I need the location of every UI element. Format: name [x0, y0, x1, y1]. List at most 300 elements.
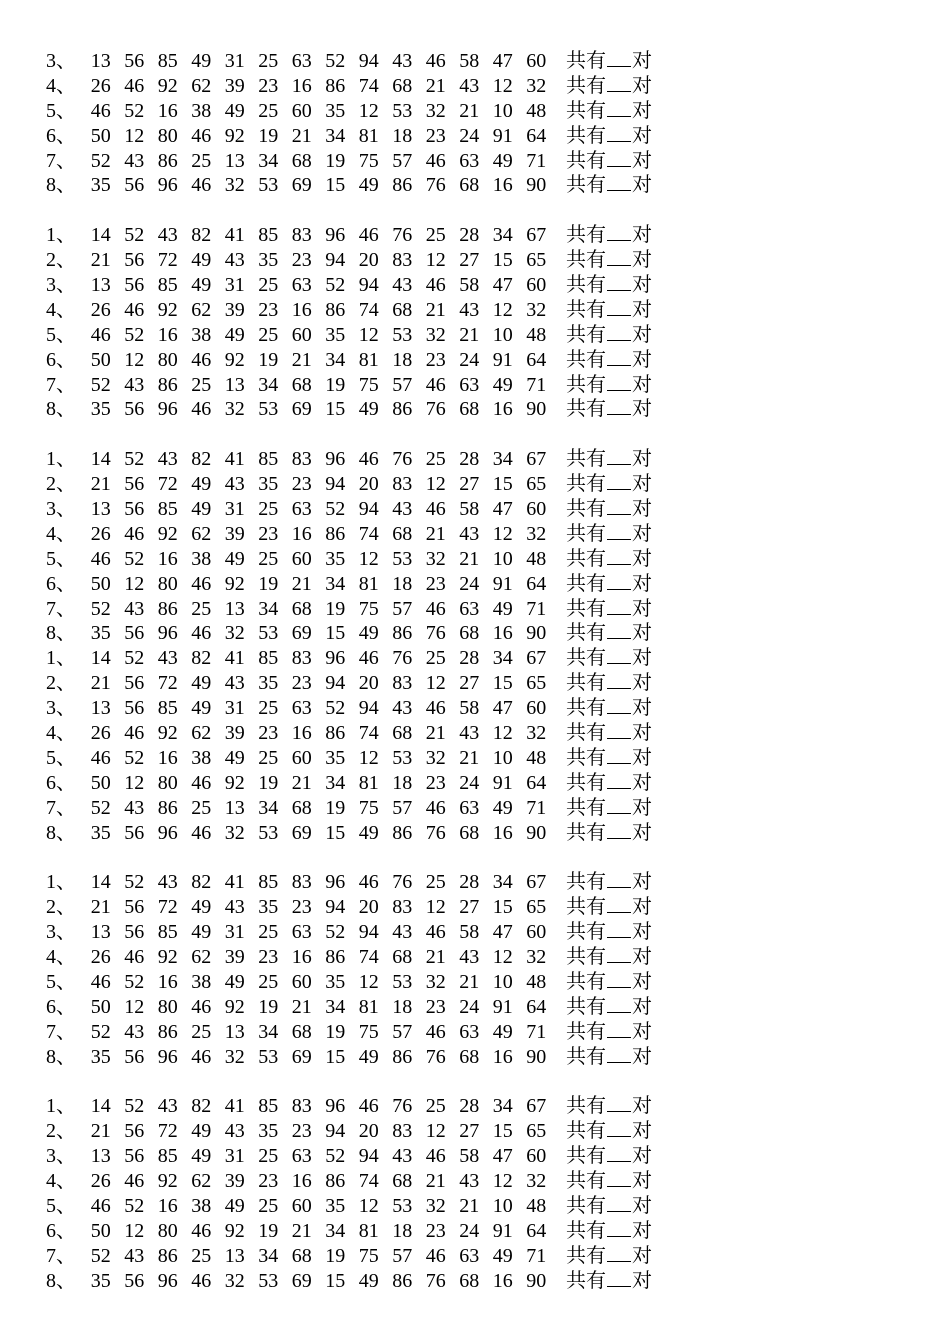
answer-blank[interactable]	[607, 348, 631, 366]
number-cell: 68	[392, 298, 413, 321]
number-cell: 19	[325, 1244, 346, 1267]
number-cell: 76	[392, 224, 413, 247]
prompt-suffix: 对	[632, 373, 652, 396]
answer-prompt	[566, 671, 652, 696]
number-cell: 86	[325, 946, 346, 969]
prompt-prefix: 共有	[566, 896, 606, 919]
number-cell: 56	[124, 896, 145, 919]
row-number: 6、	[46, 771, 76, 794]
number-sequence	[84, 796, 566, 821]
answer-blank[interactable]	[607, 248, 631, 266]
answer-blank[interactable]	[607, 771, 631, 789]
number-cell: 15	[492, 896, 513, 919]
prompt-prefix: 共有	[566, 373, 606, 396]
number-cell: 25	[258, 697, 279, 720]
prompt-suffix: 对	[632, 99, 652, 122]
number-cell: 32	[526, 946, 547, 969]
number-cell: 25	[191, 1020, 212, 1043]
answer-blank[interactable]	[607, 323, 631, 341]
prompt-prefix: 共有	[566, 99, 606, 122]
number-cell: 14	[90, 448, 111, 471]
number-sequence	[84, 447, 566, 472]
number-sequence	[84, 124, 566, 149]
exercise-row	[46, 273, 906, 298]
number-cell: 46	[90, 746, 111, 769]
number-cell: 49	[224, 547, 245, 570]
answer-blank[interactable]	[607, 1045, 631, 1063]
answer-blank[interactable]	[607, 945, 631, 963]
number-cell: 83	[291, 224, 312, 247]
number-cell: 43	[459, 1170, 480, 1193]
number-cell: 43	[124, 597, 145, 620]
exercise-block	[46, 447, 906, 845]
number-sequence	[84, 671, 566, 696]
number-cell: 21	[291, 1219, 312, 1242]
answer-blank[interactable]	[607, 671, 631, 689]
number-cell: 46	[191, 622, 212, 645]
number-cell: 12	[358, 746, 379, 769]
prompt-suffix: 对	[632, 746, 652, 769]
answer-blank[interactable]	[607, 298, 631, 316]
row-number: 5、	[46, 1194, 76, 1217]
number-cell: 52	[124, 1194, 145, 1217]
answer-blank[interactable]	[607, 796, 631, 814]
answer-blank[interactable]	[607, 124, 631, 142]
number-cell: 63	[291, 274, 312, 297]
number-cell: 49	[191, 274, 212, 297]
number-cell: 49	[191, 896, 212, 919]
exercise-row	[46, 173, 906, 198]
number-cell: 81	[358, 124, 379, 147]
number-cell: 91	[492, 348, 513, 371]
exercise-row	[46, 472, 906, 497]
number-cell: 58	[459, 50, 480, 72]
number-cell: 86	[392, 1045, 413, 1068]
number-cell: 19	[258, 1219, 279, 1242]
answer-blank[interactable]	[607, 74, 631, 92]
number-cell: 60	[526, 274, 547, 297]
number-cell: 85	[157, 50, 178, 72]
number-cell: 82	[191, 871, 212, 894]
number-cell: 43	[392, 697, 413, 720]
number-cell: 43	[459, 722, 480, 745]
number-cell: 72	[157, 896, 178, 919]
prompt-suffix: 对	[632, 1269, 652, 1292]
number-cell: 60	[526, 697, 547, 720]
prompt-suffix: 对	[632, 672, 652, 695]
number-cell: 34	[258, 796, 279, 819]
exercise-row	[46, 671, 906, 696]
exercise-row	[46, 995, 906, 1020]
number-sequence	[84, 696, 566, 721]
exercise-row	[46, 970, 906, 995]
number-cell: 49	[358, 174, 379, 197]
prompt-prefix: 共有	[566, 697, 606, 720]
number-cell: 63	[459, 597, 480, 620]
answer-blank[interactable]	[607, 472, 631, 490]
number-cell: 68	[459, 1045, 480, 1068]
answer-blank[interactable]	[607, 646, 631, 664]
prompt-suffix: 对	[632, 1194, 652, 1217]
number-cell: 21	[291, 771, 312, 794]
prompt-suffix: 对	[632, 771, 652, 794]
number-cell: 81	[358, 572, 379, 595]
number-cell: 65	[526, 1120, 547, 1143]
number-cell: 35	[90, 1045, 111, 1068]
answer-blank[interactable]	[607, 1020, 631, 1038]
prompt-prefix: 共有	[566, 746, 606, 769]
exercise-row	[46, 1094, 906, 1119]
prompt-prefix: 共有	[566, 274, 606, 297]
prompt-prefix: 共有	[566, 796, 606, 819]
answer-prompt	[566, 1144, 652, 1169]
prompt-suffix: 对	[632, 1170, 652, 1193]
number-cell: 46	[358, 871, 379, 894]
answer-blank[interactable]	[607, 870, 631, 888]
prompt-prefix: 共有	[566, 149, 606, 172]
number-sequence	[84, 74, 566, 99]
number-cell: 80	[157, 995, 178, 1018]
prompt-suffix: 对	[632, 74, 652, 97]
number-cell: 85	[157, 697, 178, 720]
number-cell: 50	[90, 348, 111, 371]
prompt-suffix: 对	[632, 597, 652, 620]
number-cell: 62	[191, 1170, 212, 1193]
number-cell: 15	[325, 622, 346, 645]
answer-blank[interactable]	[607, 995, 631, 1013]
number-cell: 56	[124, 921, 145, 944]
number-cell: 16	[291, 1170, 312, 1193]
number-cell: 50	[90, 1219, 111, 1242]
number-cell: 56	[124, 174, 145, 197]
number-cell: 62	[191, 74, 212, 97]
number-cell: 94	[358, 498, 379, 521]
row-number: 7、	[46, 149, 76, 172]
number-cell: 67	[526, 647, 547, 670]
number-cell: 63	[459, 149, 480, 172]
number-cell: 86	[157, 597, 178, 620]
prompt-suffix: 对	[632, 970, 652, 993]
number-cell: 46	[191, 398, 212, 421]
number-cell: 60	[291, 1194, 312, 1217]
answer-prompt	[566, 771, 652, 796]
row-number: 2、	[46, 896, 76, 919]
number-cell: 56	[124, 672, 145, 695]
number-cell: 48	[526, 970, 547, 993]
number-cell: 31	[224, 921, 245, 944]
prompt-suffix: 对	[632, 1120, 652, 1143]
number-cell: 32	[224, 398, 245, 421]
prompt-prefix: 共有	[566, 50, 606, 72]
number-cell: 83	[392, 896, 413, 919]
number-cell: 94	[325, 249, 346, 272]
number-cell: 49	[358, 622, 379, 645]
number-cell: 49	[224, 970, 245, 993]
number-cell: 19	[258, 348, 279, 371]
answer-blank[interactable]	[607, 1144, 631, 1162]
number-cell: 23	[425, 124, 446, 147]
number-cell: 16	[492, 622, 513, 645]
number-sequence	[84, 373, 566, 398]
number-cell: 91	[492, 572, 513, 595]
number-cell: 21	[291, 572, 312, 595]
number-cell: 53	[258, 821, 279, 844]
number-cell: 24	[459, 124, 480, 147]
number-cell: 53	[392, 746, 413, 769]
number-sequence	[84, 1219, 566, 1244]
number-cell: 28	[459, 871, 480, 894]
prompt-suffix: 对	[632, 697, 652, 720]
number-cell: 32	[526, 522, 547, 545]
number-cell: 67	[526, 1095, 547, 1118]
number-cell: 68	[392, 722, 413, 745]
answer-blank[interactable]	[607, 522, 631, 540]
number-cell: 71	[526, 149, 547, 172]
number-cell: 25	[191, 597, 212, 620]
number-cell: 34	[258, 1244, 279, 1267]
answer-blank[interactable]	[607, 273, 631, 291]
number-cell: 90	[526, 1045, 547, 1068]
number-cell: 12	[492, 946, 513, 969]
number-cell: 19	[325, 597, 346, 620]
row-number: 3、	[46, 1145, 76, 1168]
number-cell: 10	[492, 746, 513, 769]
number-cell: 43	[224, 896, 245, 919]
answer-blank[interactable]	[607, 746, 631, 764]
prompt-suffix: 对	[632, 921, 652, 944]
number-cell: 83	[392, 672, 413, 695]
number-cell: 52	[90, 796, 111, 819]
number-cell: 68	[459, 622, 480, 645]
number-cell: 25	[191, 796, 212, 819]
number-cell: 16	[291, 946, 312, 969]
number-cell: 38	[191, 323, 212, 346]
number-sequence	[84, 721, 566, 746]
number-cell: 90	[526, 398, 547, 421]
number-cell: 43	[157, 1095, 178, 1118]
answer-blank[interactable]	[607, 99, 631, 117]
answer-blank[interactable]	[607, 1269, 631, 1287]
number-cell: 21	[425, 722, 446, 745]
exercise-row	[46, 696, 906, 721]
number-cell: 28	[459, 647, 480, 670]
number-cell: 12	[492, 1170, 513, 1193]
answer-blank[interactable]	[607, 373, 631, 391]
number-cell: 74	[358, 946, 379, 969]
prompt-prefix: 共有	[566, 995, 606, 1018]
answer-blank[interactable]	[607, 223, 631, 241]
number-cell: 16	[492, 398, 513, 421]
number-cell: 43	[224, 1120, 245, 1143]
answer-blank[interactable]	[607, 1119, 631, 1137]
answer-blank[interactable]	[607, 970, 631, 988]
number-cell: 46	[425, 373, 446, 396]
number-cell: 64	[526, 995, 547, 1018]
number-cell: 32	[224, 1045, 245, 1068]
number-cell: 75	[358, 796, 379, 819]
number-cell: 13	[90, 498, 111, 521]
number-cell: 72	[157, 473, 178, 496]
number-cell: 86	[157, 796, 178, 819]
number-cell: 43	[459, 522, 480, 545]
number-cell: 58	[459, 921, 480, 944]
prompt-suffix: 对	[632, 398, 652, 421]
prompt-prefix: 共有	[566, 672, 606, 695]
row-number: 5、	[46, 547, 76, 570]
number-cell: 53	[392, 99, 413, 122]
number-cell: 96	[325, 448, 346, 471]
answer-blank[interactable]	[607, 1244, 631, 1262]
number-cell: 49	[492, 1020, 513, 1043]
number-cell: 46	[191, 348, 212, 371]
number-cell: 46	[425, 796, 446, 819]
answer-prompt	[566, 1094, 652, 1119]
row-number: 5、	[46, 99, 76, 122]
number-cell: 46	[191, 995, 212, 1018]
number-cell: 63	[459, 1020, 480, 1043]
number-cell: 62	[191, 298, 212, 321]
number-sequence	[84, 323, 566, 348]
number-cell: 32	[425, 970, 446, 993]
number-cell: 43	[157, 448, 178, 471]
number-cell: 38	[191, 1194, 212, 1217]
answer-blank[interactable]	[607, 597, 631, 615]
number-cell: 32	[526, 1170, 547, 1193]
number-cell: 52	[124, 323, 145, 346]
number-cell: 25	[191, 149, 212, 172]
answer-prompt	[566, 348, 652, 373]
number-cell: 46	[191, 572, 212, 595]
number-sequence	[84, 920, 566, 945]
number-cell: 31	[224, 50, 245, 72]
number-cell: 25	[425, 1095, 446, 1118]
number-cell: 57	[392, 1020, 413, 1043]
row-number: 3、	[46, 274, 76, 297]
number-cell: 68	[392, 74, 413, 97]
number-cell: 46	[358, 1095, 379, 1118]
number-sequence	[84, 298, 566, 323]
number-cell: 49	[191, 249, 212, 272]
number-cell: 56	[124, 498, 145, 521]
answer-blank[interactable]	[607, 1169, 631, 1187]
prompt-prefix: 共有	[566, 398, 606, 421]
number-cell: 32	[526, 74, 547, 97]
number-cell: 18	[392, 348, 413, 371]
number-cell: 46	[425, 1145, 446, 1168]
answer-blank[interactable]	[607, 696, 631, 714]
number-cell: 96	[157, 821, 178, 844]
answer-blank[interactable]	[607, 821, 631, 839]
number-cell: 90	[526, 1269, 547, 1292]
answer-blank[interactable]	[607, 721, 631, 739]
answer-blank[interactable]	[607, 497, 631, 515]
number-cell: 68	[291, 1020, 312, 1043]
number-cell: 26	[90, 522, 111, 545]
answer-blank[interactable]	[607, 895, 631, 913]
exercise-row	[46, 547, 906, 572]
exercise-row	[46, 74, 906, 99]
answer-blank[interactable]	[607, 49, 631, 67]
exercise-row	[46, 522, 906, 547]
number-cell: 35	[325, 99, 346, 122]
number-cell: 39	[224, 298, 245, 321]
number-cell: 31	[224, 1145, 245, 1168]
number-cell: 76	[425, 398, 446, 421]
answer-blank[interactable]	[607, 572, 631, 590]
answer-blank[interactable]	[607, 173, 631, 191]
number-cell: 85	[258, 647, 279, 670]
number-cell: 69	[291, 622, 312, 645]
row-number: 5、	[46, 323, 76, 346]
number-cell: 25	[258, 921, 279, 944]
answer-blank[interactable]	[607, 397, 631, 415]
number-cell: 35	[90, 821, 111, 844]
row-number: 1、	[46, 871, 76, 894]
row-number: 6、	[46, 1219, 76, 1242]
number-cell: 67	[526, 448, 547, 471]
prompt-suffix: 对	[632, 1219, 652, 1242]
answer-blank[interactable]	[607, 1094, 631, 1112]
row-number: 6、	[46, 995, 76, 1018]
number-cell: 53	[258, 622, 279, 645]
answer-blank[interactable]	[607, 920, 631, 938]
number-cell: 53	[392, 547, 413, 570]
row-number: 6、	[46, 124, 76, 147]
number-cell: 23	[291, 249, 312, 272]
number-cell: 12	[358, 547, 379, 570]
row-number: 8、	[46, 622, 76, 645]
prompt-suffix: 对	[632, 448, 652, 471]
number-cell: 85	[157, 274, 178, 297]
number-cell: 21	[425, 298, 446, 321]
answer-blank[interactable]	[607, 1194, 631, 1212]
prompt-suffix: 对	[632, 498, 652, 521]
number-cell: 19	[258, 995, 279, 1018]
answer-blank[interactable]	[607, 447, 631, 465]
number-cell: 64	[526, 1219, 547, 1242]
number-cell: 18	[392, 995, 413, 1018]
exercise-row	[46, 323, 906, 348]
number-cell: 25	[258, 50, 279, 72]
number-cell: 43	[124, 373, 145, 396]
number-cell: 41	[224, 871, 245, 894]
answer-blank[interactable]	[607, 621, 631, 639]
number-cell: 41	[224, 1095, 245, 1118]
number-cell: 48	[526, 323, 547, 346]
answer-blank[interactable]	[607, 1219, 631, 1237]
number-cell: 52	[325, 50, 346, 72]
number-cell: 64	[526, 348, 547, 371]
number-cell: 24	[459, 1219, 480, 1242]
row-number: 4、	[46, 298, 76, 321]
answer-prompt	[566, 1119, 652, 1144]
number-cell: 12	[124, 1219, 145, 1242]
prompt-prefix: 共有	[566, 1244, 606, 1267]
number-cell: 80	[157, 348, 178, 371]
number-cell: 92	[157, 1170, 178, 1193]
number-cell: 56	[124, 697, 145, 720]
number-cell: 96	[157, 622, 178, 645]
answer-blank[interactable]	[607, 547, 631, 565]
prompt-suffix: 对	[632, 796, 652, 819]
row-number: 7、	[46, 796, 76, 819]
answer-prompt	[566, 970, 652, 995]
exercise-row	[46, 945, 906, 970]
number-sequence	[84, 621, 566, 646]
exercise-row	[46, 1269, 906, 1294]
answer-blank[interactable]	[607, 149, 631, 167]
number-cell: 92	[224, 995, 245, 1018]
